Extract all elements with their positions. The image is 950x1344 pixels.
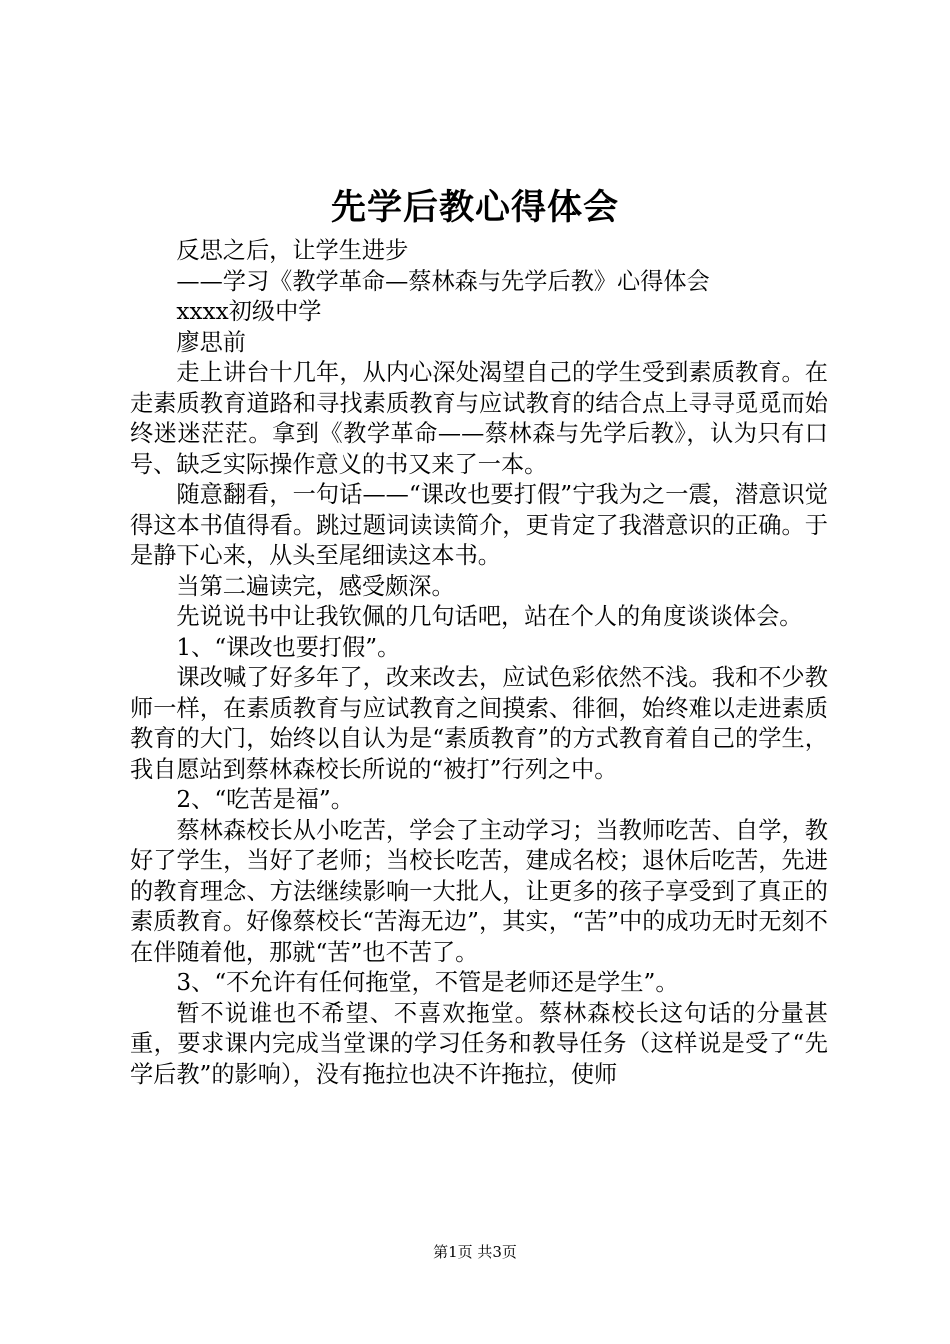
school-name: xxxx初级中学 <box>176 298 322 325</box>
section-heading: 1、“课改也要打假”。 <box>176 633 401 661</box>
paragraph: 随意翻看，一句话——“课改也要打假”宁我为之一震，潜意识觉得这本书值得看。跳过题词读读简介，更肯定了我潜意识的正确。于是静下心来，从头至尾细读这本书。 <box>130 481 828 569</box>
subtitle: 反思之后，让学生进步 <box>176 237 409 264</box>
paragraph: 课改喊了好多年了，改来改去，应试色彩依然不浅。我和不少教师一样，在素质教育与应试教育之间摸索、徘徊，始终难以走进素质教育的大门，始终以自认为是“素质教育”的方式教育着自己的学生，我自愿站到蔡林森校长所说的“被打”行列之中。 <box>130 664 828 783</box>
document-title: 先学后教心得体会 <box>330 187 619 228</box>
section-heading: 2、“吃苦是福”。 <box>176 786 354 813</box>
paragraph: 蔡林森校长从小吃苦，学会了主动学习；当教师吃苦、自学，教好了学生，当好了老师；当校长吃苦，建成名校；退休后吃苦，先进的教育理念、方法继续影响一大批人，让更多的孩子享受到了真正的素质教育。好像蔡校长“苦海无边”，其实，“苦”中的成功无时无刻不在伴随着他，那就“苦”也不苦了。 <box>130 816 828 966</box>
subtitle-note: ——学习《教学革命—蔡林森与先学后教》心得体会 <box>176 267 710 295</box>
section-heading: 3、“不允许有任何拖堂，不管是老师还是学生”。 <box>176 969 679 996</box>
paragraph: 当第二遍读完，感受颇深。 <box>176 572 455 600</box>
paragraph: 走上讲台十几年，从内心深处渴望自己的学生受到素质教育。在走素质教育道路和寻找素质教育与应试教育的结合点上寻寻觅觅而始终迷迷茫茫。拿到《教学革命——蔡林森与先学后教》，认为只有口号、缺乏实际操作意义的书又来了一本。 <box>130 359 828 478</box>
document-body <box>130 236 828 1090</box>
author-name: 廖思前 <box>176 328 246 356</box>
page-footer: 第1页 共3页 <box>433 1243 517 1261</box>
paragraph: 暂不说谁也不希望、不喜欢拖堂。蔡林森校长这句话的分量甚重，要求课内完成当堂课的学习任务和教导任务（这样说是受了“先学后教”的影响），没有拖拉也决不许拖拉，使师 <box>130 999 828 1088</box>
paragraph: 先说说书中让我钦佩的几句话吧，站在个人的角度谈谈体会。 <box>176 603 803 630</box>
